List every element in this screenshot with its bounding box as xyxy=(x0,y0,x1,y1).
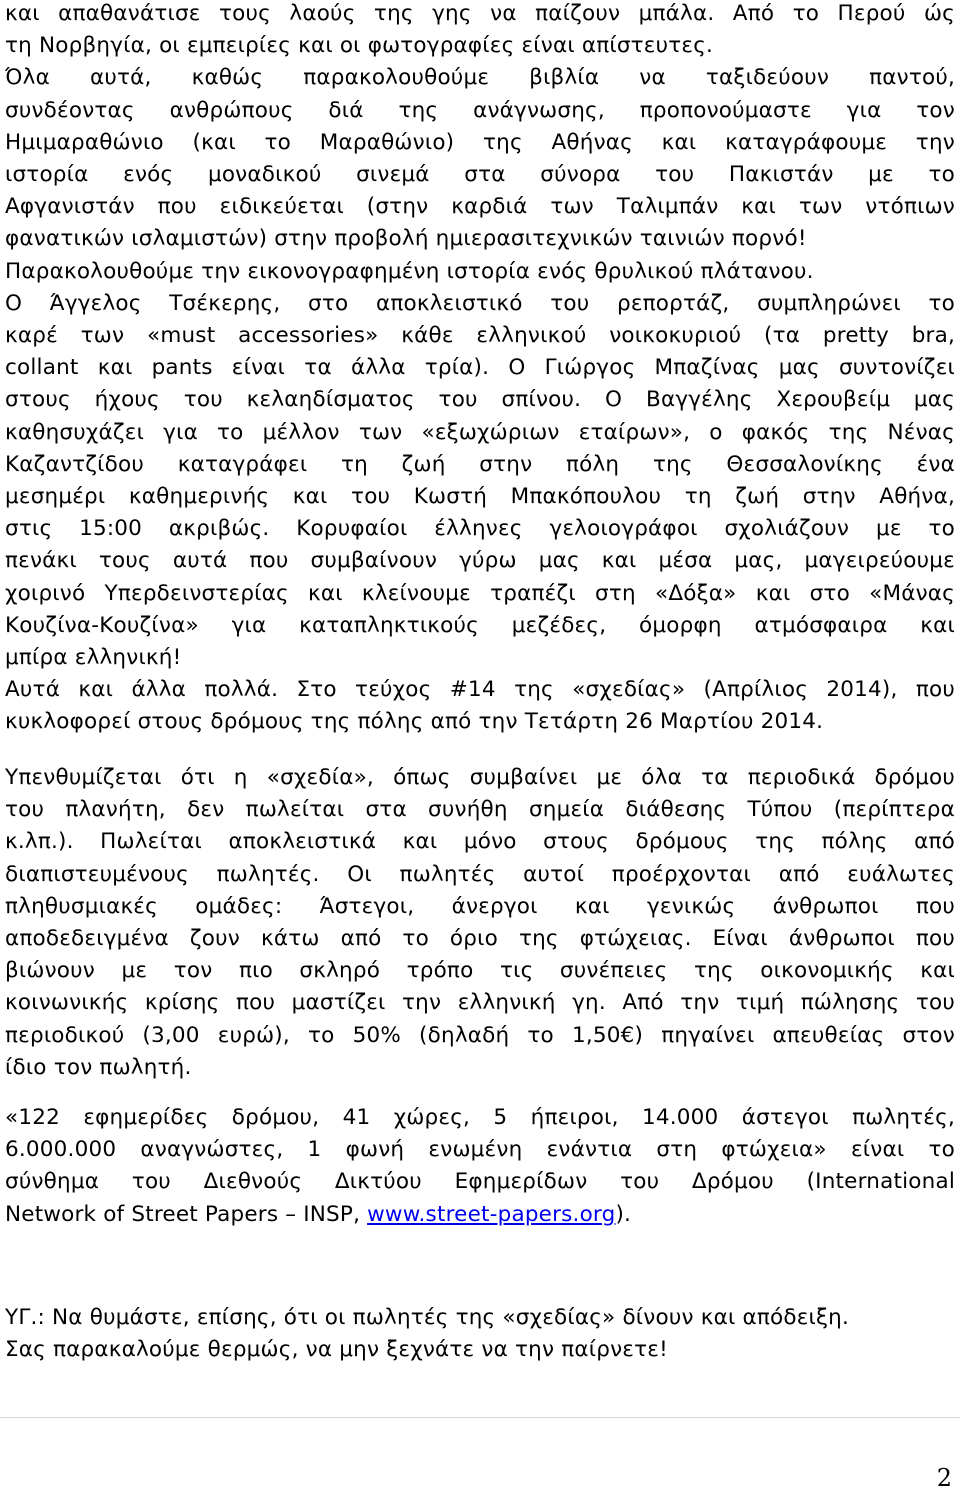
paragraph-insp-slogan xyxy=(5,1102,955,1231)
text-line: Υπενθυμίζεται ότι η «σχεδία», όπως συμβαίνει με όλα τα περιοδικά δρόμου xyxy=(5,765,955,790)
text-line: πενάκι τους αυτά που συμβαίνουν γύρω μας και μέσα μας, μαγειρεύουμε xyxy=(5,548,955,574)
text-line: Καζαντζίδου καταγράφει τη ζωή στην πόλη της Θεσσαλονίκης ένα xyxy=(5,451,955,477)
text-line: ΥΓ.: Να θυμάστε, επίσης, ότι οι πωλητές της «σχεδίας» δίνουν και απόδειξη. xyxy=(5,1305,850,1330)
text-line: αποδεδειγμένα ζουν κάτω από το όριο της φτώχειας. Είναι άνθρωποι που xyxy=(5,926,955,952)
text-line: κοινωνικής κρίσης που μαστίζει την ελληνική γη. Από την τιμή πώλησης του xyxy=(5,990,955,1016)
text-line: Αφγανιστάν που ειδικεύεται (στην καρδιά των Ταλιμπάν και των ντόπιων xyxy=(5,194,955,220)
text-line: καρέ των «must accessories» κάθε ελληνικού νοικοκυριού (τα pretty bra, xyxy=(5,323,955,349)
text-line: Ημιμαραθώνιο (και το Μαραθώνιο) της Αθήνας και καταγράφουμε την xyxy=(5,129,955,155)
text-line: βιώνουν με τον πιο σκληρό τρόπο τις συνέπειες της οικονομικής και xyxy=(5,958,955,984)
text-line: και απαθανάτισε τους λαούς της γης να παίζουν μπάλα. Από το Περού ώς xyxy=(5,1,955,26)
text-line: «122 εφημερίδες δρόμου, 41 χώρες, 5 ήπειροι, 14.000 άστεγοι πωλητές, xyxy=(5,1105,955,1130)
page-number: 2 xyxy=(936,1464,952,1492)
text-line: ιστορία ενός μοναδικού σινεμά στα σύνορα του Πακιστάν με το xyxy=(5,162,955,188)
text-line: κυκλοφορεί στους δρόμους της πόλης από την Τετάρτη 26 Μαρτίου 2014. xyxy=(5,709,824,735)
paragraph-issue-contents xyxy=(5,0,955,739)
text-line: Σας παρακαλούμε θερμώς, να μην ξεχνάτε να την παίρνετε! xyxy=(5,1337,668,1363)
text-line: διαπιστευμένους πωλητές. Οι πωλητές αυτοί προέρχονται από ευάλωτες xyxy=(5,861,955,887)
text-line: χοιρινό Υπερδεινστερίας και κλείνουμε τραπέζι στη «Δόξα» και στο «Μάνας xyxy=(5,580,955,606)
text-line: σύνθημα του Διεθνούς Δικτύου Εφημερίδων του Δρόμου (International xyxy=(5,1169,955,1195)
text-line: κ.λπ.). Πωλείται αποκλειστικά και μόνο στους δρόμους της πόλης από xyxy=(5,829,955,855)
text-line: στους ήχους του κελαηδίσματος του σπίνου. Ο Βαγγέλης Χερουβείμ μας xyxy=(5,387,955,413)
street-papers-link[interactable]: www.street-papers.org xyxy=(367,1201,616,1227)
text-line: πληθυσμιακές ομάδες: Άστεγοι, άνεργοι και γενικώς άνθρωποι που xyxy=(5,893,955,919)
text-line: Ο Άγγελος Τσέκερης, στο αποκλειστικό του ρεπορτάζ, συμπληρώνει το xyxy=(5,290,955,316)
footer-divider xyxy=(0,1417,960,1418)
text-line xyxy=(5,1199,955,1231)
text-segment: Network of Street Papers – INSP, xyxy=(5,1201,368,1227)
text-segment: ). xyxy=(615,1201,632,1227)
paragraph-street-sales xyxy=(5,762,955,1084)
text-line: Παρακολουθούμε την εικονογραφημένη ιστορία ενός θρυλικού πλάτανου. xyxy=(5,258,814,284)
text-line: περιοδικού (3,00 ευρώ), το 50% (δηλαδή το 1,50€) πηγαίνει απευθείας στον xyxy=(5,1022,955,1048)
text-line: καθησυχάζει για το μέλλον των «εξωχώριων εταίρων», ο φακός της Νένας xyxy=(5,419,955,445)
text-line: τη Νορβηγία, οι εμπειρίες και οι φωτογραφίες είναι απίστευτες. xyxy=(5,33,714,59)
text-line: μπίρα ελληνική! xyxy=(5,645,182,671)
text-line: collant και pants είναι τα άλλα τρία). Ο Γιώργος Μπαζίνας μας συντονίζει xyxy=(5,355,955,381)
text-line: Κουζίνα-Κουζίνα» για καταπληκτικούς μεζέδες, όμορφη ατμόσφαιρα και xyxy=(5,612,955,638)
text-line: του πλανήτη, δεν πωλείται στα συνήθη σημεία διάθεσης Τύπου (περίπτερα xyxy=(5,797,955,823)
text-line: φανατικών ισλαμιστών) στην προβολή ημιερασιτεχνικών ταινιών πορνό! xyxy=(5,226,807,252)
text-line: μεσημέρι καθημερινής και του Κωστή Μπακόπουλου τη ζωή στην Αθήνα, xyxy=(5,484,955,510)
paragraph-postscript xyxy=(5,1302,955,1366)
text-line: Αυτά και άλλα πολλά. Στο τεύχος #14 της «σχεδίας» (Απρίλιος 2014), που xyxy=(5,677,955,703)
text-line: ίδιο τον πωλητή. xyxy=(5,1054,192,1080)
text-line: Όλα αυτά, καθώς παρακολουθούμε βιβλία να ταξιδεύουν παντού, xyxy=(5,65,955,91)
text-line: συνδέοντας ανθρώπους διά της ανάγνωσης, προπονούμαστε για τον xyxy=(5,97,955,123)
text-line: στις 15:00 ακριβώς. Κορυφαίοι έλληνες γελοιογράφοι σχολιάζουν με το xyxy=(5,516,955,542)
text-line: 6.000.000 αναγνώστες, 1 φωνή ενωμένη ενάντια στη φτώχεια» είναι το xyxy=(5,1137,955,1163)
